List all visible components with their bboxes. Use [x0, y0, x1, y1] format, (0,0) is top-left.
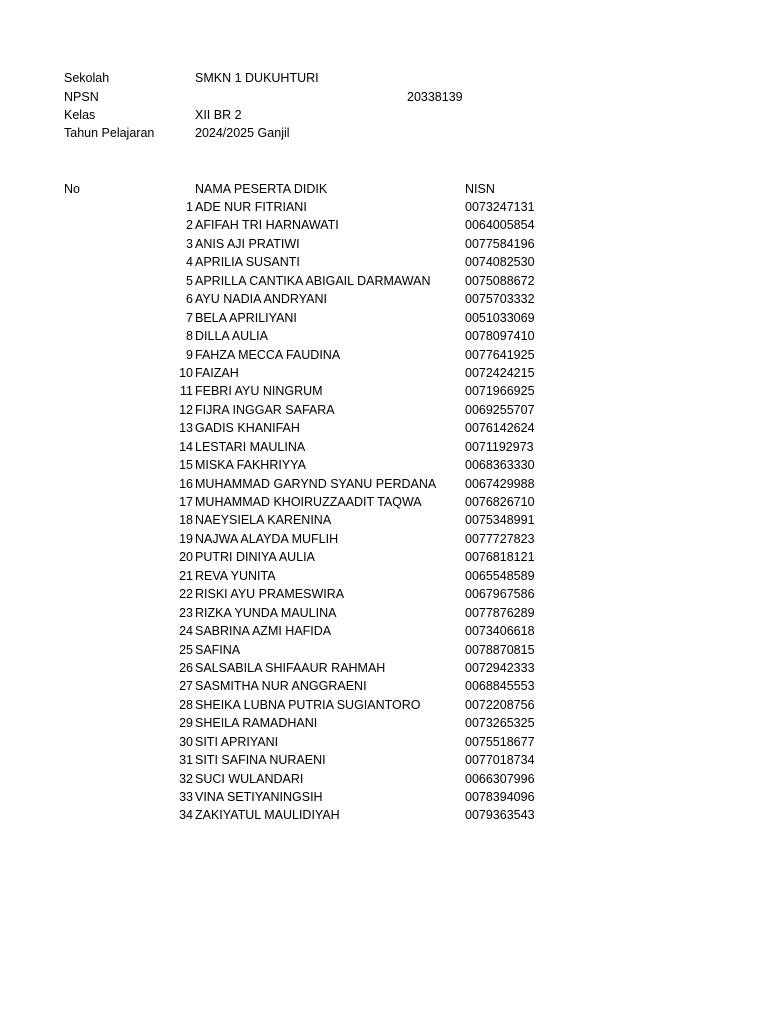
- sekolah-value: SMKN 1 DUKUHTURI: [195, 71, 319, 85]
- student-name: REVA YUNITA: [195, 568, 276, 583]
- student-nisn: 0068845553: [465, 679, 535, 694]
- student-name: RIZKA YUNDA MAULINA: [195, 605, 337, 620]
- student-name: NAEYSIELA KARENINA: [195, 513, 332, 528]
- column-header-nisn: NISN: [465, 182, 495, 196]
- table-row: [0, 419, 768, 437]
- table-row: [0, 327, 768, 345]
- student-name: DILLA AULIA: [195, 329, 268, 344]
- student-name: FEBRI AYU NINGRUM: [195, 384, 323, 399]
- kelas-label: Kelas: [64, 108, 96, 122]
- student-name: FAIZAH: [195, 365, 239, 380]
- table-row: [0, 401, 768, 419]
- table-row: [0, 235, 768, 253]
- student-name: FAHZA MECCA FAUDINA: [195, 347, 341, 362]
- row-number: 21: [179, 568, 193, 583]
- student-name: FIJRA INGGAR SAFARA: [195, 402, 335, 417]
- student-name: LESTARI MAULINA: [195, 439, 306, 454]
- npsn-value: 20338139: [407, 90, 463, 104]
- npsn-label: NPSN: [64, 90, 99, 104]
- table-row: [0, 659, 768, 677]
- student-name: ZAKIYATUL MAULIDIYAH: [195, 808, 340, 823]
- student-nisn: 0075518677: [465, 734, 535, 749]
- table-row: [0, 733, 768, 751]
- table-row: [0, 493, 768, 511]
- student-name: PUTRI DINIYA AULIA: [195, 550, 315, 565]
- row-number: 8: [186, 329, 193, 344]
- table-row: [0, 641, 768, 659]
- kelas-value: XII BR 2: [195, 108, 242, 122]
- tahun-value: 2024/2025 Ganjil: [195, 126, 290, 140]
- student-nisn: 0076142624: [465, 421, 535, 436]
- table-row: [0, 585, 768, 603]
- column-header-no: No: [64, 182, 80, 196]
- row-number: 29: [179, 716, 193, 731]
- table-row: [0, 272, 768, 290]
- row-number: 17: [179, 495, 193, 509]
- row-number: 25: [179, 642, 193, 657]
- table-row: [0, 530, 768, 548]
- student-nisn: 0073406618: [465, 624, 535, 639]
- student-name: MUHAMMAD GARYND SYANU PERDANA: [195, 476, 437, 491]
- row-number: 28: [179, 697, 193, 712]
- table-row: [0, 751, 768, 769]
- row-number: 4: [186, 255, 193, 270]
- row-number: 9: [186, 347, 193, 362]
- student-name: SAFINA: [195, 642, 241, 657]
- row-number: 34: [179, 808, 193, 823]
- row-number: 31: [179, 753, 193, 768]
- student-nisn: 0072424215: [465, 365, 535, 380]
- table-row: [0, 475, 768, 493]
- table-row: [0, 677, 768, 695]
- student-nisn: 0075703332: [465, 292, 535, 307]
- row-number: 7: [186, 310, 193, 325]
- row-number: 5: [186, 273, 193, 288]
- student-nisn: 0067967586: [465, 587, 535, 602]
- row-number: 18: [179, 513, 193, 528]
- row-number: 27: [179, 679, 193, 694]
- table-row: [0, 216, 768, 234]
- student-nisn: 0069255707: [465, 402, 535, 417]
- student-nisn: 0077584196: [465, 236, 535, 251]
- table-row: [0, 511, 768, 529]
- student-name: AYU NADIA ANDRYANI: [195, 292, 327, 307]
- row-number: 23: [179, 605, 193, 620]
- row-number: 1: [186, 200, 193, 214]
- student-nisn: 0078097410: [465, 329, 535, 344]
- row-number: 26: [179, 660, 193, 675]
- table-row: [0, 309, 768, 327]
- table-row: [0, 456, 768, 474]
- row-number: 10: [179, 365, 193, 380]
- row-number: 14: [179, 439, 193, 454]
- student-nisn: 0078870815: [465, 642, 535, 657]
- student-name: AFIFAH TRI HARNAWATI: [195, 218, 339, 233]
- row-number: 3: [186, 236, 193, 251]
- student-nisn: 0072942333: [465, 660, 535, 675]
- student-nisn: 0072208756: [465, 697, 535, 712]
- row-number: 12: [179, 402, 193, 417]
- student-name: SALSABILA SHIFAAUR RAHMAH: [195, 660, 386, 675]
- row-number: 13: [179, 421, 193, 436]
- row-number: 30: [179, 734, 193, 749]
- table-row: [0, 198, 768, 216]
- table-row: [0, 604, 768, 622]
- student-name: SASMITHA NUR ANGGRAENI: [195, 679, 367, 694]
- table-row: [0, 770, 768, 788]
- row-number: 15: [179, 458, 193, 473]
- student-name: SUCI WULANDARI: [195, 771, 304, 786]
- student-nisn: 0065548589: [465, 568, 535, 583]
- table-row: [0, 696, 768, 714]
- student-name: ADE NUR FITRIANI: [195, 200, 307, 214]
- row-number: 20: [179, 550, 193, 565]
- student-name: MISKA FAKHRIYYA: [195, 458, 306, 473]
- student-nisn: 0079363543: [465, 808, 535, 823]
- student-name: GADIS KHANIFAH: [195, 421, 300, 436]
- row-number: 32: [179, 771, 193, 786]
- row-number: 16: [179, 476, 193, 491]
- student-nisn: 0077018734: [465, 753, 535, 768]
- student-name: RISKI AYU PRAMESWIRA: [195, 587, 345, 602]
- student-name: SHEIKA LUBNA PUTRIA SUGIANTORO: [195, 697, 421, 712]
- student-name: BELA APRILIYANI: [195, 310, 297, 325]
- table-row: [0, 290, 768, 308]
- row-number: 22: [179, 587, 193, 602]
- student-name: APRILIA SUSANTI: [195, 255, 300, 270]
- table-row: [0, 806, 768, 824]
- student-nisn: 0066307996: [465, 771, 535, 786]
- student-name: SABRINA AZMI HAFIDA: [195, 624, 332, 639]
- sekolah-label: Sekolah: [64, 71, 110, 85]
- table-row: [0, 567, 768, 585]
- student-nisn: 0075348991: [465, 513, 535, 528]
- student-nisn: 0076826710: [465, 495, 535, 509]
- tahun-label: Tahun Pelajaran: [64, 126, 155, 140]
- table-row: [0, 548, 768, 566]
- student-name: SITI APRIYANI: [195, 734, 279, 749]
- student-name: MUHAMMAD KHOIRUZZAADIT TAQWA: [195, 495, 422, 509]
- row-number: 6: [186, 292, 193, 307]
- table-row: [0, 714, 768, 732]
- student-nisn: 0068363330: [465, 458, 535, 473]
- student-nisn: 0071966925: [465, 384, 535, 399]
- student-nisn: 0064005854: [465, 218, 535, 233]
- student-nisn: 0078394096: [465, 790, 535, 804]
- row-number: 33: [179, 790, 193, 804]
- student-nisn: 0077641925: [465, 347, 535, 362]
- student-list: [0, 198, 768, 825]
- student-nisn: 0076818121: [465, 550, 535, 565]
- student-name: APRILLA CANTIKA ABIGAIL DARMAWAN: [195, 273, 431, 288]
- column-header-name: NAMA PESERTA DIDIK: [195, 182, 328, 196]
- student-name: VINA SETIYANINGSIH: [195, 790, 323, 804]
- table-row: [0, 438, 768, 456]
- table-row: [0, 788, 768, 806]
- table-row: [0, 346, 768, 364]
- table-row: [0, 382, 768, 400]
- student-nisn: 0073265325: [465, 716, 535, 731]
- row-number: 2: [186, 218, 193, 233]
- student-name: SITI SAFINA NURAENI: [195, 753, 326, 768]
- row-number: 19: [179, 531, 193, 546]
- student-nisn: 0051033069: [465, 310, 535, 325]
- row-number: 11: [180, 384, 193, 399]
- student-nisn: 0071192973: [465, 439, 534, 454]
- student-nisn: 0074082530: [465, 255, 535, 270]
- table-row: [0, 253, 768, 271]
- table-row: [0, 364, 768, 382]
- student-name: NAJWA ALAYDA MUFLIH: [195, 531, 339, 546]
- student-nisn: 0073247131: [465, 200, 535, 214]
- student-name: ANIS AJI PRATIWI: [195, 236, 300, 251]
- table-row: [0, 622, 768, 640]
- student-nisn: 0077876289: [465, 605, 535, 620]
- student-name: SHEILA RAMADHANI: [195, 716, 318, 731]
- student-nisn: 0067429988: [465, 476, 535, 491]
- student-nisn: 0077727823: [465, 531, 535, 546]
- row-number: 24: [179, 624, 193, 639]
- student-nisn: 0075088672: [465, 273, 535, 288]
